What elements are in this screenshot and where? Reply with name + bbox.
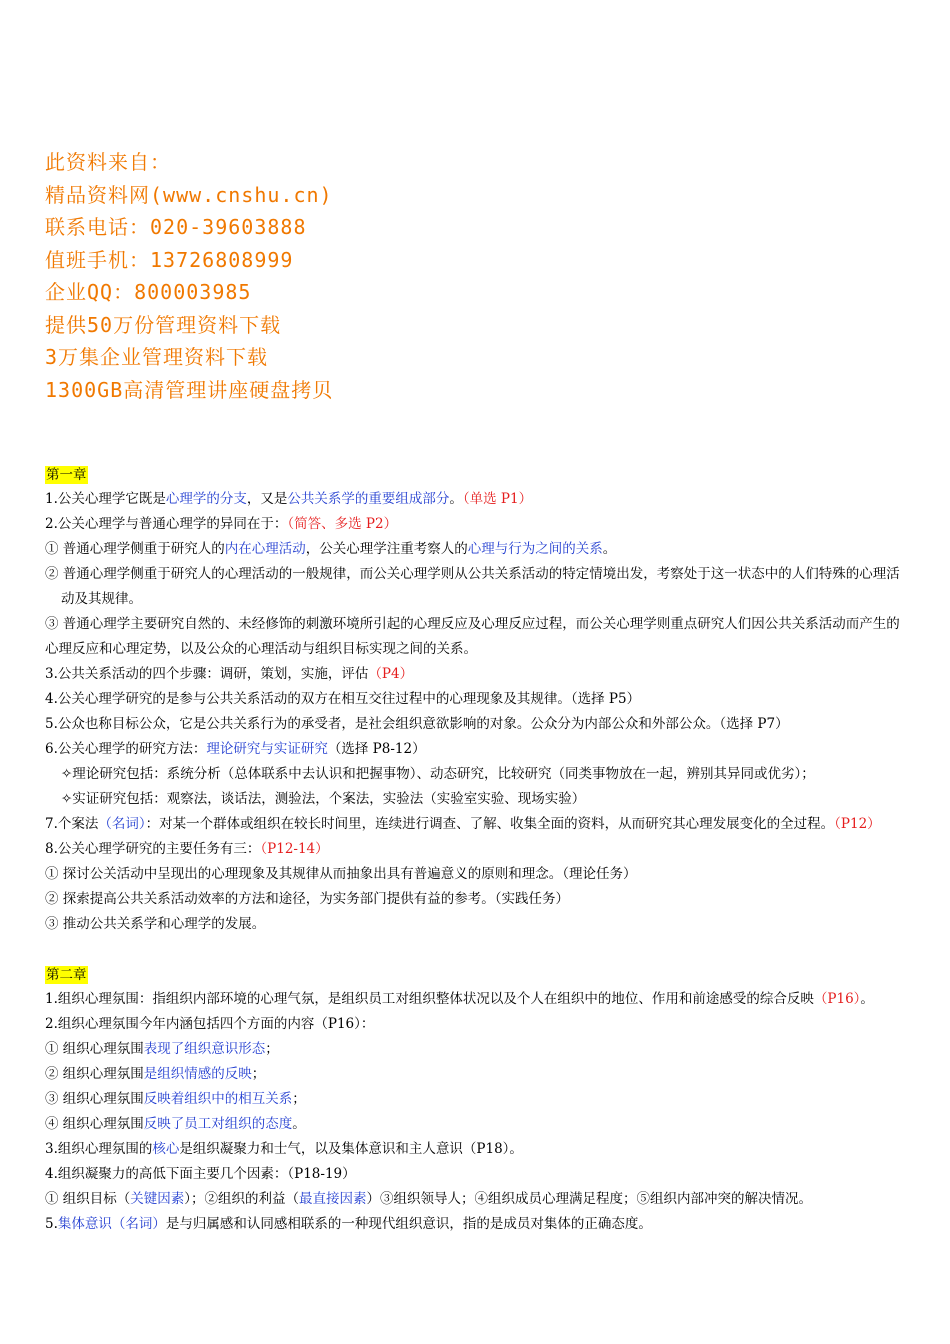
source-banner xyxy=(45,146,333,406)
paragraph: 8.公关心理学研究的主要任务有三：（P12-14） xyxy=(45,841,329,857)
document-content xyxy=(45,462,907,1237)
paragraph: 3.公共关系活动的四个步骤：调研，策划，实施，评估（P4） xyxy=(45,666,414,682)
paragraph: 3.组织心理氛围的核心是组织凝聚力和士气，以及集体意识和主人意识（P18）。 xyxy=(45,1141,523,1157)
banner-line: 企业QQ：800003985 xyxy=(45,280,252,304)
paragraph: 1.公关心理学它既是心理学的分支，又是公共关系学的重要组成部分。（单选 P1） xyxy=(45,491,533,507)
paragraph: 7.个案法（名词）：对某一个群体或组织在较长时间里，连续进行调查、了解、收集全面的资料，从而研究其心理发展变化的全过程。（P12） xyxy=(45,816,881,832)
list-item: ✧理论研究包括：系统分析（总体联系中去认识和把握事物）、动态研究，比较研究（同类事物放在一起，辨别其异同或优劣）； xyxy=(61,766,815,782)
banner-line: 此资料来自： xyxy=(45,150,171,174)
chapter-1-heading: 第一章 xyxy=(46,466,87,483)
list-item: ④ 组织心理氛围反映了员工对组织的态度。 xyxy=(45,1116,306,1132)
list-item: ③ 推动公共关系学和心理学的发展。 xyxy=(45,916,266,932)
paragraph: 2.公关心理学与普通心理学的异同在于：（简答、多选 P2） xyxy=(45,516,398,532)
paragraph: 4.公关心理学研究的是参与公共关系活动的双方在相互交往过程中的心理现象及其规律。（选择 P5） xyxy=(45,691,641,707)
list-item: ① 普通心理学侧重于研究人的内在心理活动，公关心理学注重考察人的心理与行为之间的关系。 xyxy=(45,541,617,557)
list-item: ③ 普通心理学主要研究自然的、未经修饰的刺激环境所引起的心理反应及心理反应过程，而公关心理学则重点研究人们因公共关系活动而产生的心理反应和心理定势，以及公众的心理活动与组织目标实现之间的关系。 xyxy=(45,616,900,657)
list-item: ② 组织心理氛围是组织情感的反映； xyxy=(45,1066,266,1082)
list-item: ② 探索提高公共关系活动效率的方法和途径，为实务部门提供有益的参考。（实践任务） xyxy=(45,891,570,907)
list-item: ① 组织心理氛围表现了组织意识形态； xyxy=(45,1041,279,1057)
paragraph: 1.组织心理氛围：指组织内部环境的心理气氛，是组织员工对组织整体状况以及个人在组织中的地位、作用和前途感受的综合反映（P16）。 xyxy=(45,991,874,1007)
chapter-2-heading: 第二章 xyxy=(46,966,87,983)
paragraph: 5.公众也称目标公众，它是公共关系行为的承受者，是社会组织意欲影响的对象。公众分为内部公众和外部公众。（选择 P7） xyxy=(45,716,789,732)
banner-line: 联系电话：020-39603888 xyxy=(45,215,307,239)
paragraph: 2.组织心理氛围今年内涵包括四个方面的内容（P16）： xyxy=(45,1016,375,1032)
chapter-heading-row xyxy=(45,962,907,987)
banner-line: 精品资料网(www.cnshu.cn) xyxy=(45,182,333,207)
banner-line: 提供50万份管理资料下载 xyxy=(45,312,282,337)
paragraph: 4.组织凝聚力的高低下面主要几个因素：（P18-19） xyxy=(45,1166,356,1182)
list-item: ② 普通心理学侧重于研究人的心理活动的一般规律，而公关心理学则从公共关系活动的特定情境出发，考察处于这一状态中的人们特殊的心理活动及其规律。 xyxy=(45,566,900,607)
paragraph: 5.集体意识（名词）是与归属感和认同感相联系的一种现代组织意识，指的是成员对集体的正确态度。 xyxy=(45,1216,652,1232)
banner-line: 值班手机：13726808999 xyxy=(45,247,294,272)
list-item: ① 探讨公关活动中呈现出的心理现象及其规律从而抽象出具有普遍意义的原则和理念。（理论任务） xyxy=(45,866,637,882)
list-item: ① 组织目标（关键因素）；②组织的利益（最直接因素）③组织领导人；④组织成员心理满足程度；⑤组织内部冲突的解决情况。 xyxy=(45,1191,813,1207)
section-gap xyxy=(45,937,907,962)
chapter-heading-row xyxy=(45,462,907,487)
paragraph: 6.公关心理学的研究方法：理论研究与实证研究（选择 P8-12） xyxy=(45,741,426,757)
list-item: ✧实证研究包括：观察法，谈话法，测验法，个案法，实验法（实验室实验、现场实验） xyxy=(61,791,586,807)
banner-line: 3万集企业管理资料下载 xyxy=(45,345,269,369)
list-item: ③ 组织心理氛围反映着组织中的相互关系； xyxy=(45,1091,306,1107)
banner-line: 1300GB高清管理讲座硬盘拷贝 xyxy=(45,377,334,402)
